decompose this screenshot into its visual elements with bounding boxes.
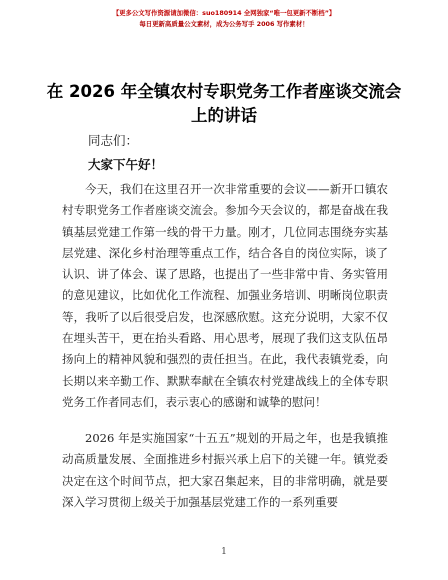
banner-line-1: 【更多公文写作资源请加微信：suo180914 全网独家“唯一包更新不断档”】 xyxy=(112,9,336,17)
banner-line-2: 每日更新高质量公文素材，成为公务写手 2006 写作素材！ xyxy=(139,20,309,28)
document-title: 在 2026 年全镇农村专职党务工作者座谈交流会上的讲话 xyxy=(46,82,402,125)
header-banner xyxy=(0,8,448,30)
paragraph-2: 2026 年是实施国家“十五五”规划的开局之年，也是我镇推动高质量发展、全面推进乡村振兴承上启下的关键一年。镇党委决定在这个时间节点，把大家召集起来，目的非常明确，就是要深入学习贯彻上级关于加强基层党建工作的一系列重要 xyxy=(62,431,388,509)
salutation: 大家下午好！ xyxy=(88,157,164,172)
page-number: 1 xyxy=(221,547,227,557)
greeting: 同志们： xyxy=(88,133,139,148)
paragraph-1: 今天，我们在这里召开一次非常重要的会议——新开口镇农村专职党务工作者座谈交流会。参加今天会议的，都是奋战在我镇基层党建工作第一线的骨干力量。刚才，几位同志围绕夯实基层党建、深化乡村治理等重点工作，结合各自的岗位实际，谈了认识、讲了体会、谋了思路，也提出了一些非常中肯、务实管用的意见建议，比如优化工作流程、加强业务培训、明晰岗位职责等，我听了以后很受启发，也深感欣慰。这充分说明，大家不仅在埋头苦干，更在抬头看路、用心思考，展现了我们这支队伍昂扬向上的精神风貌和强烈的责任担当。在此，我代表镇党委，向长期以来辛勤工作、默默奉献在全镇农村党建战线上的全体专职党务工作者同志们，表示衷心的感谢和诚挚的慰问！ xyxy=(62,182,388,409)
